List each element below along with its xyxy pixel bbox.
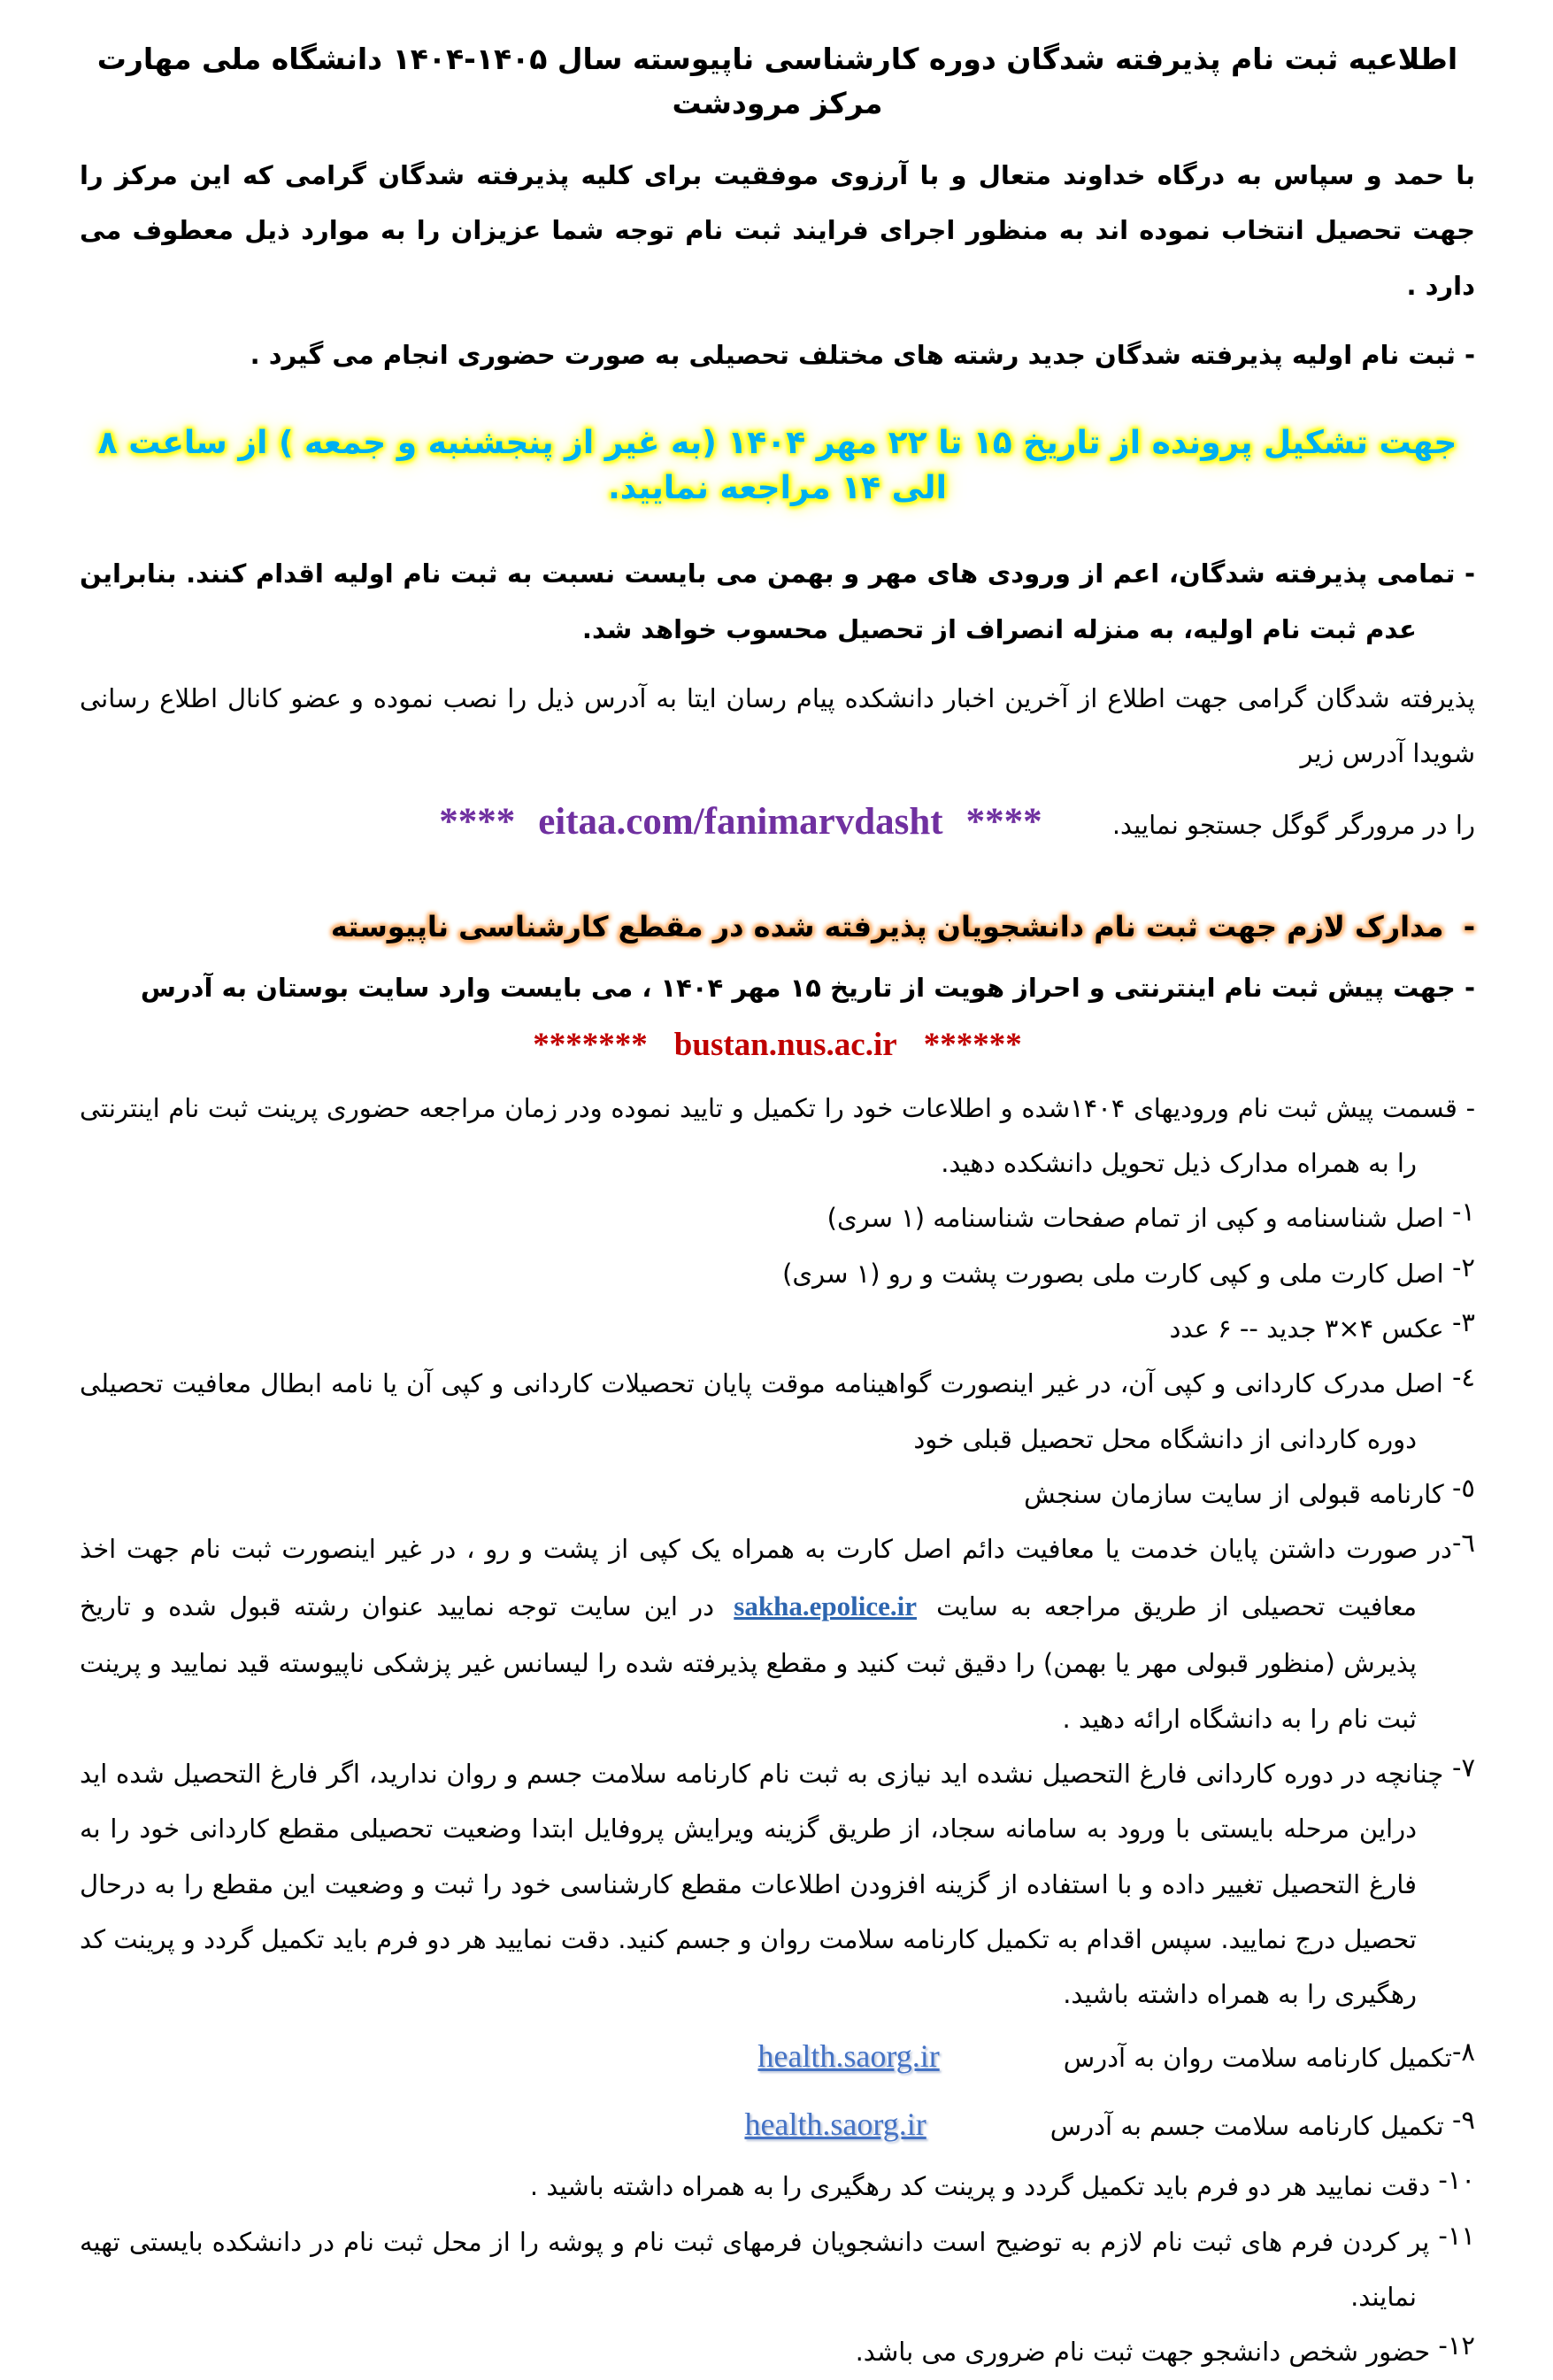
bullet-inperson-text: ثبت نام اولیه پذیرفته شدگان جدید رشته های مختلف تحصیلی به صورت حضوری انجام می گیرد . — [250, 340, 1456, 371]
bullet-dash: - — [1465, 1092, 1476, 1123]
bustan-stars-right: ****** — [923, 1027, 1022, 1064]
item-number: ۱- — [1451, 1197, 1475, 1228]
bullet-dash: - — [1464, 340, 1475, 371]
bullet-bustan-note — [80, 1081, 1475, 1191]
item-number: ۸- — [1451, 2036, 1475, 2067]
pre-registration-text: جهت پیش ثبت نام اینترنتی و احراز هویت از تاریخ ۱۵ مهر ۱۴۰۴ ، می بایست وارد سایت بوستان به آدرس — [140, 972, 1456, 1003]
item-text: پر کردن فرم های ثبت نام لازم به توضیح است دانشجویان فرمهای ثبت نام و پوشه را از محل ثبت نام در دانشکده بایستی تهیه نمایند. — [80, 2226, 1430, 2313]
bullet-pre-registration — [80, 960, 1475, 1015]
item-text: چنانچه در دوره کاردانی فارغ التحصیل نشده اید نیازی به ثبت نام کارنامه سلامت جسم و روان ندارید، اگر فارغ التحصیل شده اید دراین مرحله بایستی با ورود به سامانه سجاد، از طریق گزینه ویرایش پروفایل ابتدا وضعیت تحصیلی مقطع کاردانی خود را به فارغ التحصیل تغییر داده و با استفاده از گزینه افزودن اطلاعات مقطع کارشناسی خود را ثبت و وضعیت این مقطع را به درحال تحصیل درج نمایید. سپس اقدام به تکمیل کارنامه سلامت روان و جسم کنید. دقت نمایید هر دو فرم باید تکمیل گردد و پرینت کد رهگیری را به همراه داشته باشید. — [80, 1758, 1444, 2010]
sakha-epolice-link[interactable]: sakha.epolice.ir — [734, 1590, 917, 1621]
list-item-5 — [80, 1467, 1475, 1521]
item-number: ۲- — [1451, 1252, 1475, 1282]
item-number: ۱۲- — [1438, 2330, 1475, 2361]
bullet-all-entries — [80, 546, 1475, 657]
item-text: دقت نمایید هر دو فرم باید تکمیل گردد و پرینت کد رهگیری را به همراه داشته باشید . — [529, 2171, 1431, 2202]
deadline-highlight: جهت تشکیل پرونده از تاریخ ۱۵ تا ۲۲ مهر ۱۴۰۴ (به غیر از پنجشنبه و جمعه ) از ساعت ۸ الی ۱۴ مراجعه نمایید. — [97, 425, 1457, 506]
list-item-2 — [80, 1246, 1475, 1301]
item-number: ۹- — [1451, 2105, 1475, 2136]
list-item-12 — [80, 2324, 1475, 2379]
item-text: عکس ۴×۳ جدید -- ۶ عدد — [1169, 1313, 1444, 1344]
bullet-dash: - — [1464, 558, 1475, 589]
page-title: اطلاعیه ثبت نام پذیرفته شدگان دوره کارشناسی ناپیوسته سال ۱۴۰۵-۱۴۰۴ دانشگاه ملی مهارت مرکز مرودشت — [96, 42, 1458, 120]
item-text: حضور شخص دانشجو جهت ثبت نام ضروری می باشد. — [855, 2337, 1431, 2368]
eitaa-paragraph-lead: پذیرفته شدگان گرامی جهت اطلاع از آخرین اخبار دانشکده پیام رسان ایتا به آدرس ذیل را نصب نموده و عضو کانال اطلاع رسانی شویدا آدرس زیر — [80, 682, 1475, 769]
item-number: ۱۰- — [1438, 2165, 1475, 2196]
list-item-8 — [80, 2022, 1475, 2091]
eitaa-tail-text: را در مرورگر گوگل جستجو نمایید. — [1111, 809, 1475, 840]
bustan-site-link-row — [80, 1019, 1475, 1071]
item-number: ٦- — [1451, 1528, 1475, 1559]
list-item-10 — [80, 2159, 1475, 2214]
eitaa-stars-right: **** — [965, 800, 1042, 843]
list-item-6 — [80, 1521, 1475, 1746]
item-text: کارنامه قبولی از سایت سازمان سنجش — [1024, 1478, 1444, 1509]
bustan-link-url[interactable]: bustan.nus.ac.ir — [673, 1027, 897, 1064]
item-text: تکمیل کارنامه سلامت جسم به آدرس — [1049, 2111, 1444, 2142]
health-saorg-link-physical[interactable]: health.saorg.ir — [744, 2107, 926, 2143]
eitaa-stars-left: **** — [439, 800, 516, 843]
required-documents-heading-text: مدارک لازم جهت ثبت نام دانشجویان پذیرفته شده در مقطع کارشناسی ناپیوسته — [330, 909, 1444, 944]
eitaa-paragraph-tail-row — [80, 782, 1475, 863]
required-documents-heading — [80, 905, 1475, 948]
item-number: ٤- — [1451, 1362, 1475, 1393]
heading-dash: - — [1463, 909, 1475, 944]
list-item-1 — [80, 1190, 1475, 1245]
item-number: ۳- — [1451, 1306, 1475, 1337]
item-number: ۱۱- — [1438, 2220, 1475, 2251]
bustan-stars-left: ******* — [533, 1027, 648, 1064]
bustan-note-text: قسمت پیش ثبت نام ورودیهای ۱۴۰۴شده و اطلاعات خود را تکمیل و تایید نموده ودر زمان مراجعه حضوری پرینت ثبت نام اینترنتی را به همراه مدارک ذیل تحویل دانشکده دهید. — [80, 1092, 1457, 1178]
item-text: اصل کارت ملی و کپی کارت ملی بصورت پشت و رو (۱ سری) — [782, 1258, 1444, 1289]
bullet-all-entries-text: تمامی پذیرفته شدگان، اعم از ورودی های مهر و بهمن می بایست نسبت به ثبت نام اولیه اقدام کنند. بنابراین عدم ثبت نام اولیه، به منزله انصراف از تحصیل محسوب خواهد شد. — [80, 558, 1456, 644]
list-item-3 — [80, 1301, 1475, 1356]
eitaa-channel-link[interactable] — [439, 801, 1042, 843]
item-number: ٥- — [1451, 1472, 1475, 1503]
bullet-inperson-registration — [80, 327, 1475, 382]
item-text: اصل مدرک کاردانی و کپی آن، در غیر اینصورت گواهینامه موقت پایان تحصیلات کاردانی و کپی آن یا نامه ابطال معافیت تحصیلی دوره کاردانی از دانشگاه محل تحصیل قبلی خود — [80, 1368, 1443, 1454]
list-item-9 — [80, 2091, 1475, 2159]
list-item-7 — [80, 1746, 1475, 2022]
item-text-post: در این سایت توجه نمایید عنوان رشته قبول شده و تاریخ پذیرش (منظور قبولی مهر یا بهمن) را دقیق ثبت کنید و مقطع پذیرفته شده را لیسانس غیر پزشکی ناپیوسته قید نمایید و پرینت ثبت نام را به دانشگاه ارائه دهید . — [80, 1591, 1417, 1734]
item-number: ۷- — [1451, 1752, 1476, 1783]
eitaa-link-url[interactable]: eitaa.com/fanimarvdasht — [538, 800, 943, 843]
list-item-11 — [80, 2214, 1475, 2325]
item-text-pre: در صورت داشتن پایان خدمت یا معافیت دائم اصل کارت به همراه یک کپی از پشت و رو ، در غیر اینصورت ثبت نام جهت اخذ معافیت تحصیلی از طریق مراجعه به سایت — [80, 1534, 1452, 1621]
item-text: اصل شناسنامه و کپی از تمام صفحات شناسنامه (۱ سری) — [826, 1203, 1444, 1234]
item-text: تکمیل کارنامه سلامت روان به آدرس — [1063, 2042, 1452, 2073]
bullet-dash: - — [1464, 972, 1475, 1003]
intro-paragraph: با حمد و سپاس به درگاه خداوند متعال و با آرزوی موفقیت برای کلیه پذیرفته شدگان گرامی که این مرکز را جهت تحصیل انتخاب نموده اند به منظور اجرای فرایند ثبت نام توجه شما عزیزان را به موارد ذیل معطوف می دارد . — [80, 160, 1475, 301]
health-saorg-link-mental[interactable]: health.saorg.ir — [757, 2037, 940, 2074]
list-item-4 — [80, 1356, 1475, 1467]
